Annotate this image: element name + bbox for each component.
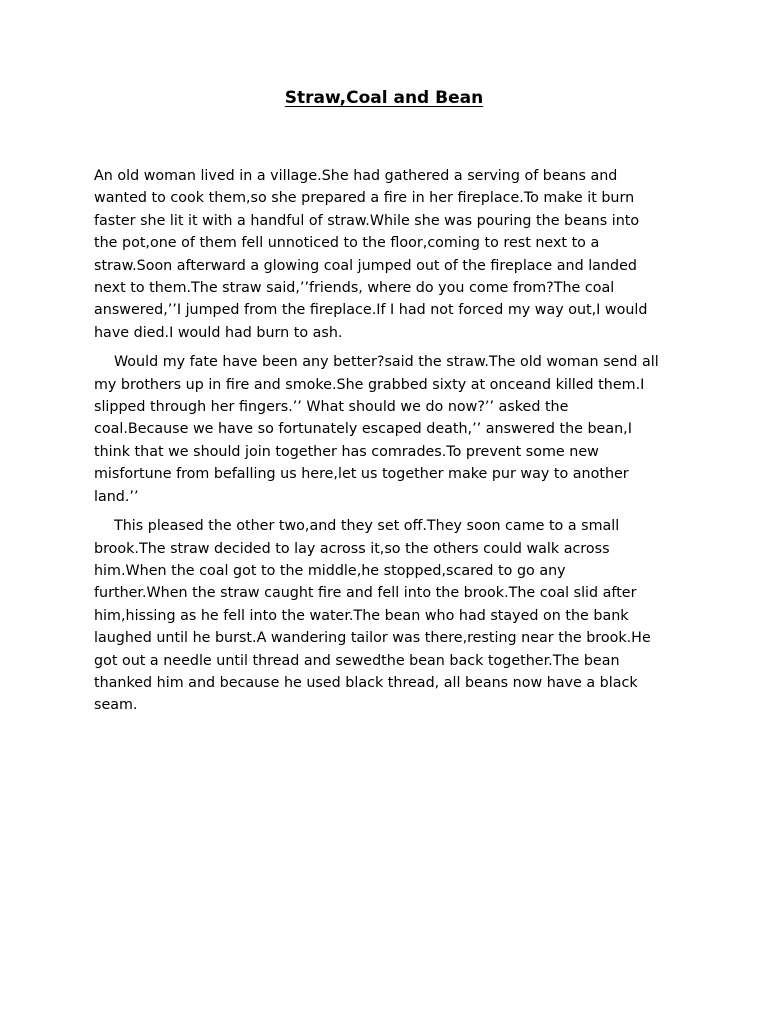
paragraph-line: thanked him and because he used black thread, all beans now have a black <box>94 674 638 691</box>
paragraph-line: my brothers up in fire and smoke.She grabbed sixty at onceand killed them.I <box>94 376 645 393</box>
paragraph-line: think that we should join together has comrades.To prevent some new <box>94 443 599 460</box>
paragraph-line: laughed until he burst.A wandering tailor was there,resting near the brook.He <box>94 630 651 647</box>
paragraph-line: wanted to cook them,so she prepared a fire in her fireplace.To make it burn <box>94 190 635 207</box>
paragraph-line: further.When the straw caught fire and fell into the brook.The coal slid after <box>94 585 637 602</box>
paragraph-line: him,hissing as he fell into the water.The bean who had stayed on the bank <box>94 607 629 624</box>
paragraph-line: slipped through her fingers.’’ What should we do now?’’ asked the <box>94 399 569 416</box>
paragraph-line: land.’’ <box>94 488 139 505</box>
paragraph-line: the pot,one of them fell unnoticed to the floor,coming to rest next to a <box>94 235 600 252</box>
paragraph-line: seam. <box>94 697 138 714</box>
paragraph-line: him.When the coal got to the middle,he stopped,scared to go any <box>94 562 566 579</box>
paragraph-line: An old woman lived in a village.She had gathered a serving of beans and <box>94 168 618 184</box>
document-title-text: Straw,Coal and Bean <box>284 88 484 108</box>
paragraph-line: next to them.The straw said,’’friends, where do you come from?The coal <box>94 280 615 297</box>
paragraph-line: Would my fate have been any better?said the straw.The old woman send all <box>114 354 659 371</box>
paragraph-line: misfortune from befalling us here,let us together make pur way to another <box>94 466 629 483</box>
paragraph-1 <box>94 165 684 344</box>
paragraph-line: answered,’’I jumped from the fireplace.If I had not forced my way out,I would <box>94 302 648 319</box>
paragraph-line: have died.I would had burn to ash. <box>94 324 343 341</box>
paragraph-line: straw.Soon afterward a glowing coal jumped out of the fireplace and landed <box>94 257 637 274</box>
paragraph-line: faster she lit it with a handful of straw.While she was pouring the beans into <box>94 212 640 229</box>
paragraph-3 <box>94 515 684 717</box>
paragraph-line: brook.The straw decided to lay across it,so the others could walk across <box>94 540 610 557</box>
document-body <box>94 165 684 724</box>
paragraph-2 <box>94 351 684 508</box>
paragraph-line: This pleased the other two,and they set off.They soon came to a small <box>114 518 620 535</box>
paragraph-line: got out a needle until thread and sewedthe bean back together.The bean <box>94 652 620 669</box>
document-title <box>0 88 768 108</box>
paragraph-line: coal.Because we have so fortunately escaped death,’’ answered the bean,I <box>94 421 632 438</box>
